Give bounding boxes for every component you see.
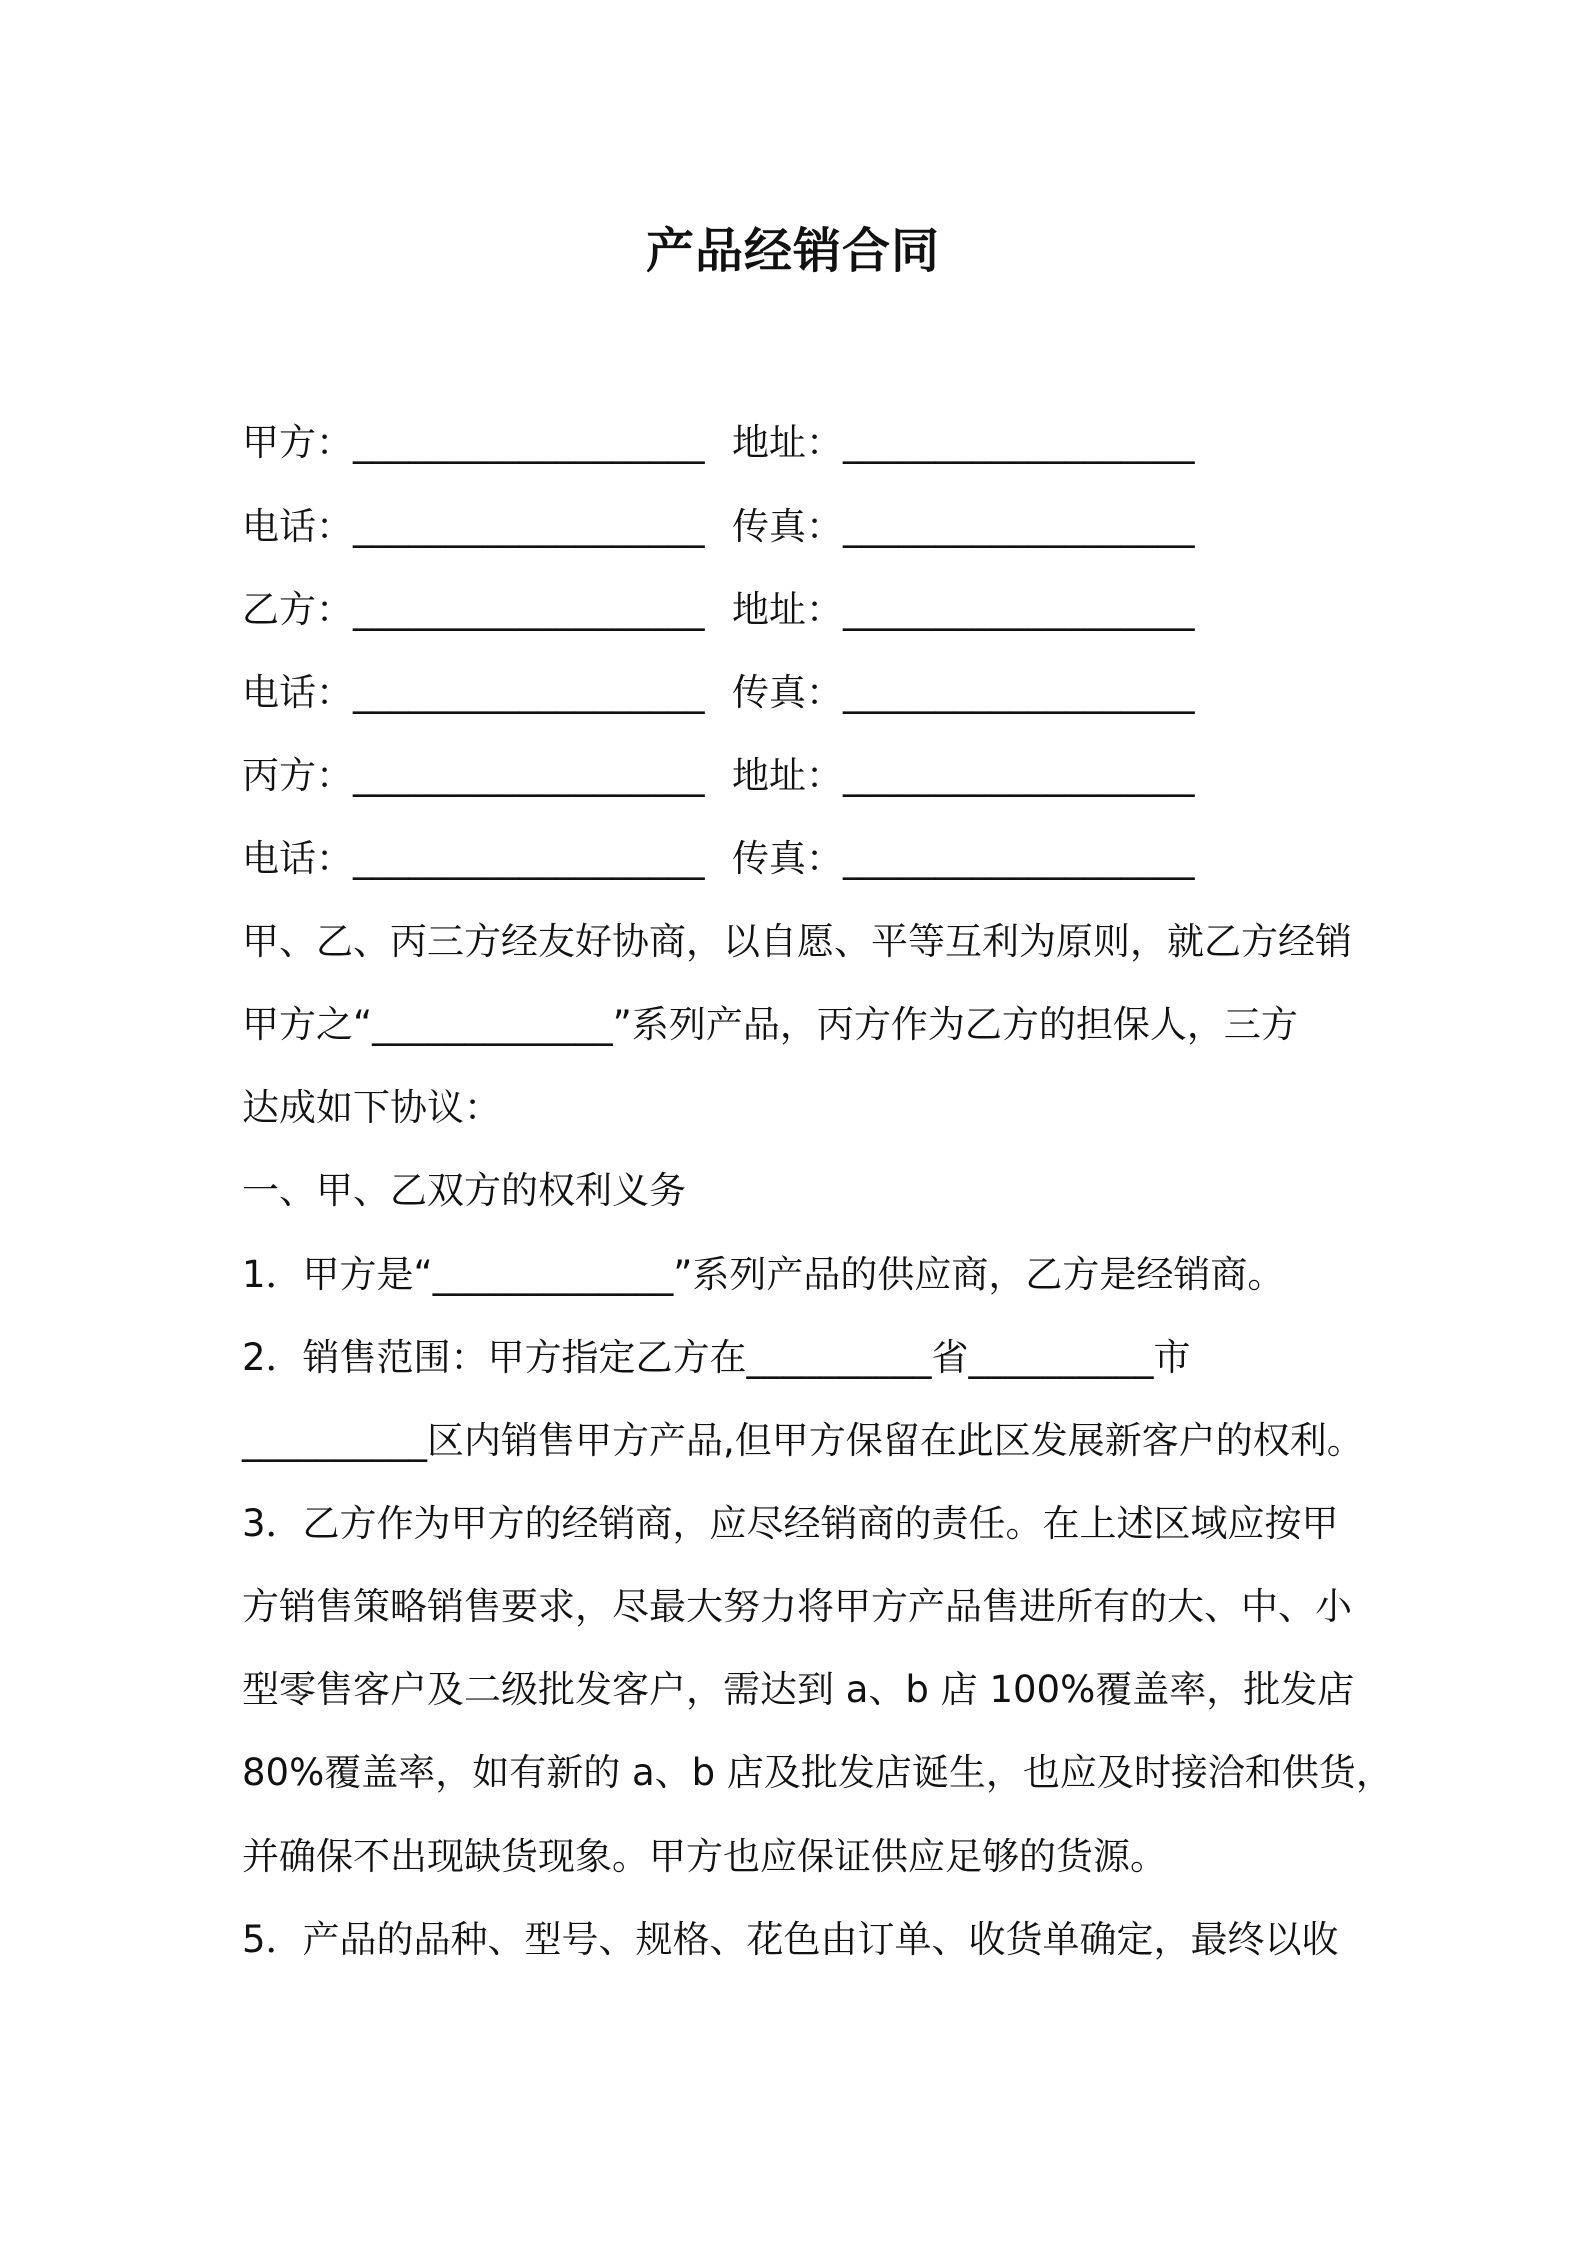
party-row-b-address bbox=[242, 585, 1195, 635]
party-b-address-field: 地址：___________________ bbox=[732, 588, 1195, 631]
party-b-field: 乙方：___________________ bbox=[242, 588, 705, 631]
clause-2-cont: __________区内销售甲方产品,但甲方保留在此区发展新客户的权利。 bbox=[242, 1419, 1364, 1462]
body-line: 甲、乙、丙三方经友好协商，以自愿、平等互利为原则，就乙方经销 bbox=[242, 920, 1352, 963]
clause-1: 1．甲方是“_____________”系列产品的供应商，乙方是经销商。 bbox=[242, 1253, 1285, 1296]
body-line: 达成如下协议： bbox=[242, 1086, 501, 1129]
clause-5: 5．产品的品种、型号、规格、花色由订单、收货单确定，最终以收 bbox=[242, 1918, 1339, 1961]
clause-3-cont: 型零售客户及二级批发客户，需达到 a、b 店 100%覆盖率，批发店 bbox=[242, 1668, 1355, 1711]
party-row-c-address bbox=[242, 751, 1195, 801]
party-c-field: 丙方：___________________ bbox=[242, 754, 705, 797]
party-a-field: 甲方：___________________ bbox=[242, 421, 705, 464]
party-a-address-field: 地址：___________________ bbox=[732, 421, 1195, 464]
clause-2: 2．销售范围：甲方指定乙方在__________省__________市 bbox=[242, 1336, 1191, 1379]
party-c-address-field: 地址：___________________ bbox=[732, 754, 1195, 797]
clause-3-cont: 方销售策略销售要求，尽最大努力将甲方产品售进所有的大、中、小 bbox=[242, 1585, 1352, 1628]
body-line: 甲方之“_____________”系列产品，丙方作为乙方的担保人，三方 bbox=[242, 1003, 1298, 1046]
section-heading: 一、甲、乙双方的权利义务 bbox=[242, 1169, 686, 1212]
document-title: 产品经销合同 bbox=[645, 223, 940, 279]
party-c-fax-field: 传真：___________________ bbox=[732, 837, 1195, 880]
clause-3-cont: 80%覆盖率，如有新的 a、b 店及批发店诞生，也应及时接洽和供货， bbox=[242, 1751, 1393, 1794]
party-a-phone-field: 电话：___________________ bbox=[242, 505, 705, 548]
party-row-c-phone bbox=[242, 834, 1195, 884]
party-c-phone-field: 电话：___________________ bbox=[242, 837, 705, 880]
party-row-b-phone bbox=[242, 668, 1195, 718]
clause-3-cont: 并确保不出现缺货现象。甲方也应保证供应足够的货源。 bbox=[242, 1835, 1167, 1878]
party-b-fax-field: 传真：___________________ bbox=[732, 671, 1195, 714]
clause-3: 3．乙方作为甲方的经销商，应尽经销商的责任。在上述区域应按甲 bbox=[242, 1502, 1339, 1545]
party-a-fax-field: 传真：___________________ bbox=[732, 505, 1195, 548]
party-row-a-phone bbox=[242, 502, 1195, 552]
party-row-a-address bbox=[242, 418, 1195, 468]
party-b-phone-field: 电话：___________________ bbox=[242, 671, 705, 714]
